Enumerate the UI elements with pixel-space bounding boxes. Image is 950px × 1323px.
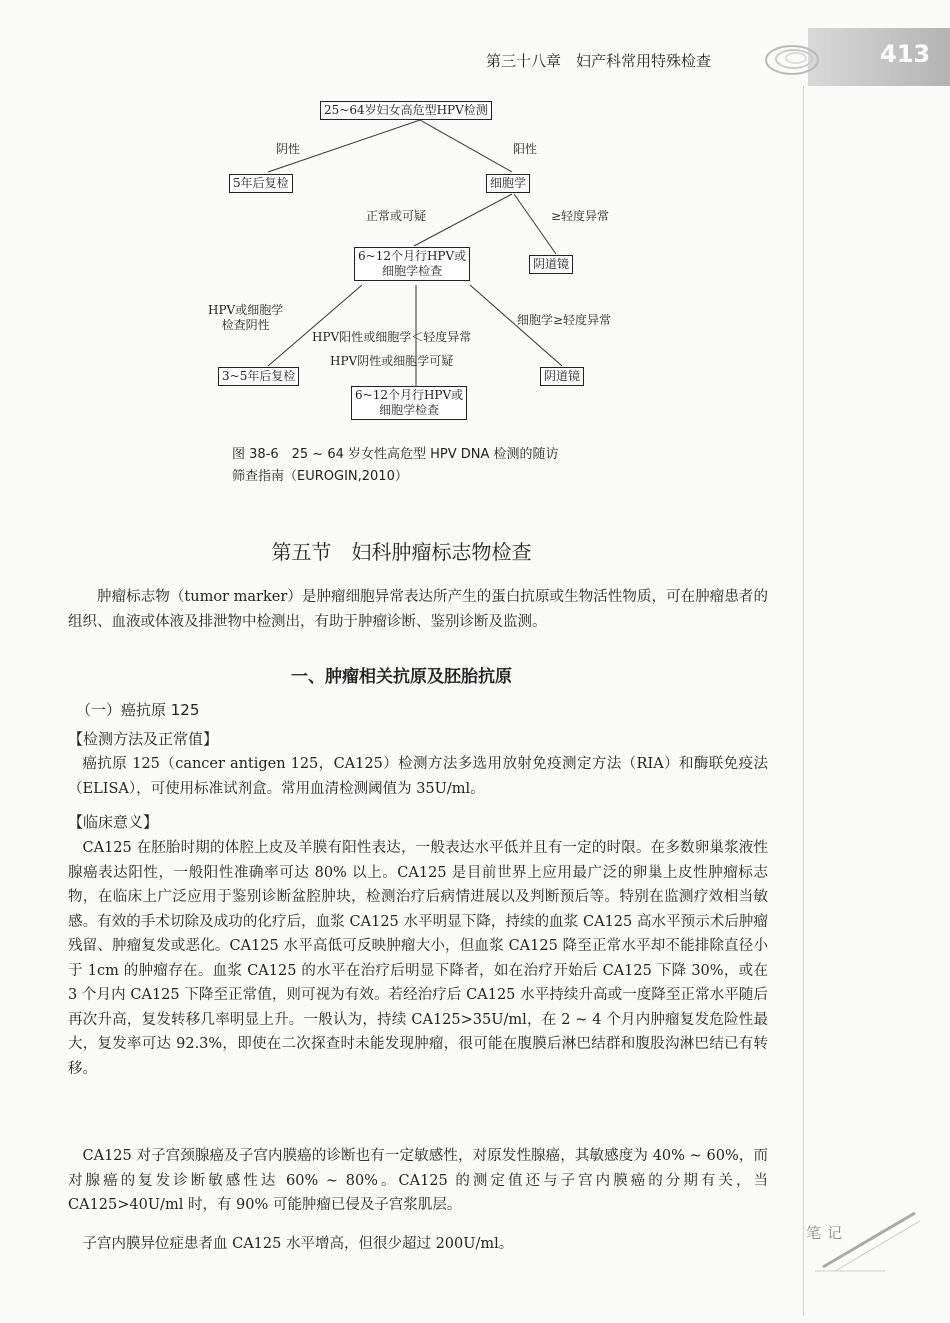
subsection-title: 一、肿瘤相关抗原及胚胎抗原 <box>291 667 512 687</box>
flow-hpv-neg-line1: HPV或细胞学 <box>208 303 284 317</box>
flow-mild-label: ≥轻度异常 <box>551 209 610 223</box>
margin-note-label: 笔记 <box>806 1224 849 1242</box>
margin-rule <box>803 86 804 1316</box>
flow-hpv-neg2-label: HPV阴性或细胞学可疑 <box>330 354 454 368</box>
method-heading: 【检测方法及正常值】 <box>68 730 219 748</box>
pen-icon <box>815 1205 925 1275</box>
clinical-heading: 【临床意义】 <box>68 813 159 831</box>
flow-hpv-pos-label: HPV阳性或细胞学＜轻度异常 <box>312 330 472 344</box>
flow-colposcopy-box-2: 阴道镜 <box>540 367 584 386</box>
flow-colposcopy-box-1: 阴道镜 <box>529 255 573 274</box>
flow-5yr-recheck-box: 5年后复检 <box>229 174 293 193</box>
flow-normal-label: 正常或可疑 <box>366 209 427 223</box>
flow-positive-label: 阳性 <box>513 142 538 156</box>
flow-3-5yr-recheck-box: 3~5年后复检 <box>218 367 299 386</box>
clinical-paragraph-1: CA125 在胚胎时期的体腔上皮及羊膜有阳性表达，一般表达水平低并且有一定的时限。在多数卵巢浆液性腺癌表达阳性，一般阳性准确率可达 80% 以上。CA125 是目前世界上应用最广泛的卵巢上皮性肿瘤标志物，在临床上广泛应用于鉴别诊断盆腔肿块，检测治疗后病情进展以及判断预后等。特别在监测疗效相当敏感。有效的手术切除及成功的化疗后，血浆 CA125 水平明显下降，持续的血浆 CA125 高水平预示术后肿瘤残留、肿瘤复发或恶化。CA125 水平高低可反映肿瘤大小，但血浆 CA125 降至正常水平却不能排除直径小于 1cm 的肿瘤存在。血浆 CA125 的水平在治疗后明显下降者，如在治疗开始后 CA125 下降 30%，或在 3 个月内 CA125 下降至正常值，则可视为有效。若经治疗后 CA125 水平持续升高或一度降至正常水平随后再次升高，复发转移几率明显上升。一般认为，持续 CA125>35U/ml，在 2 ~ 4 个月内肿瘤复发危险性最大，复发率可达 92.3%，即使在二次探查时未能发现肿瘤，很可能在腹膜后淋巴结群和腹股沟淋巴结已有转移。 <box>68 840 768 1077</box>
flow-cyto-mild-label: 细胞学≥轻度异常 <box>517 313 612 327</box>
figure-caption <box>232 444 559 488</box>
clinical-paragraph-3: 子宫内膜异位症患者血 CA125 水平增高，但很少超过 200U/ml。 <box>82 1236 514 1252</box>
chapter-title: 第三十八章 妇产科常用特殊检查 <box>486 52 712 70</box>
caption-line2: 筛查指南（EUROGIN,2010） <box>232 469 408 484</box>
flow-retest-box <box>354 247 470 281</box>
item-heading: （一）癌抗原 125 <box>76 701 200 719</box>
intro-paragraph: 肿瘤标志物（tumor marker）是肿瘤细胞异常表达所产生的蛋白抗原或生物活性物质，可在肿瘤患者的组织、血液或体液及排泄物中检测出，有助于肿瘤诊断、鉴别诊断及监测。 <box>68 589 768 630</box>
section-title: 第五节 妇科肿瘤标志物检查 <box>271 540 532 564</box>
flow-retest2-line2: 细胞学检查 <box>379 403 440 417</box>
clinical-paragraph-2: CA125 对子宫颈腺癌及子宫内膜癌的诊断也有一定敏感性，对原发性腺癌，其敏感度为 40% ~ 60%，而对腺癌的复发诊断敏感性达 60% ~ 80%。CA125 的测定值还与子宫内膜癌的分期有关，当 CA125>40U/ml 时，有 90% 可能肿瘤已侵及子宫浆肌层。 <box>68 1148 768 1213</box>
caption-line1: 图 38-6 25 ~ 64 岁女性高危型 HPV DNA 检测的随访 <box>232 447 559 462</box>
flow-root-box: 25~64岁妇女高危型HPV检测 <box>320 101 492 120</box>
flow-cytology-box: 细胞学 <box>486 174 530 193</box>
flow-retest-line2: 细胞学检查 <box>382 264 443 278</box>
method-paragraph: 癌抗原 125（cancer antigen 125，CA125）检测方法多选用放射免疫测定方法（RIA）和酶联免疫法（ELISA），可使用标准试剂盒。常用血清检测阈值为 35U/ml。 <box>68 756 768 797</box>
flow-retest-line1: 6~12个月行HPV或 <box>358 249 467 263</box>
flow-hpv-neg-line2: 检查阴性 <box>221 318 270 332</box>
flow-hpv-neg-label <box>208 303 283 333</box>
flow-negative-label: 阴性 <box>276 142 301 156</box>
page-number: 413 <box>880 40 931 68</box>
flow-retest2-line1: 6~12个月行HPV或 <box>355 388 464 402</box>
flow-retest-box-2 <box>351 386 467 420</box>
